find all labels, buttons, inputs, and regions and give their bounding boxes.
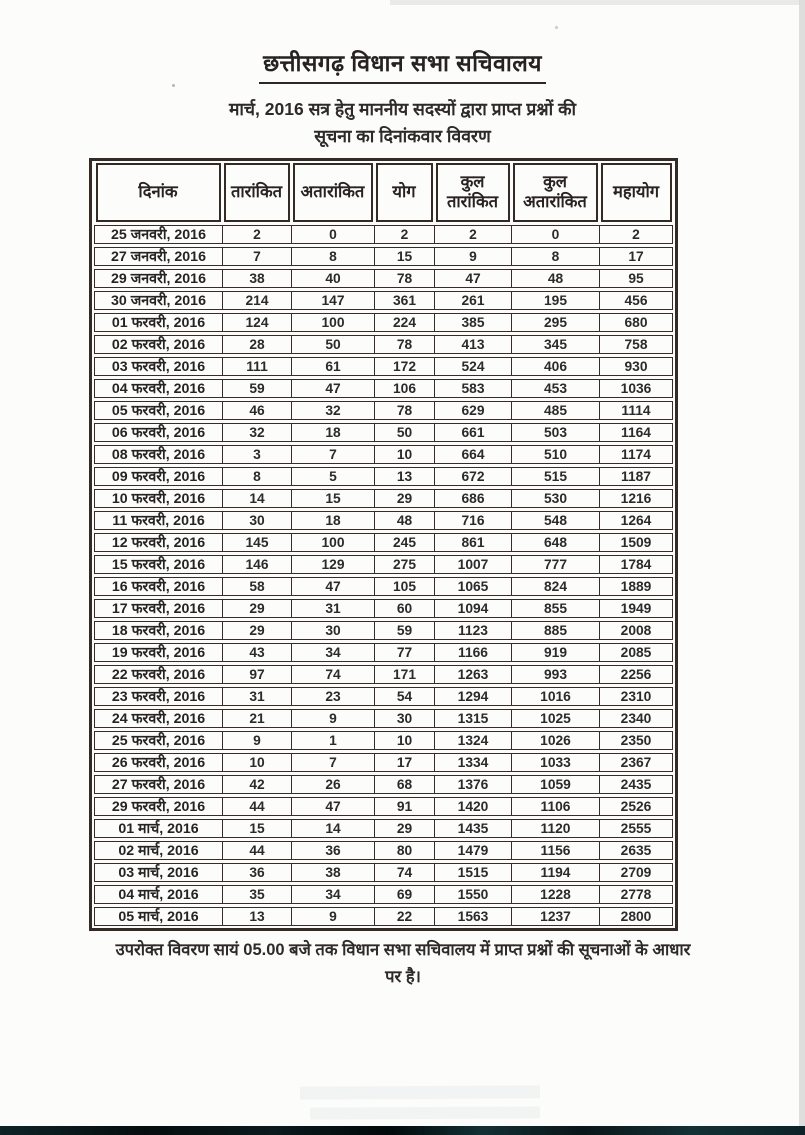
date-cell: 04 मार्च, 2016 xyxy=(95,886,223,904)
table-row xyxy=(94,445,673,465)
value-cell: 485 xyxy=(512,402,600,420)
value-cell: 524 xyxy=(435,358,512,376)
value-cell: 664 xyxy=(435,446,512,464)
value-cell: 503 xyxy=(512,424,600,442)
value-cell: 1007 xyxy=(435,556,512,574)
value-cell: 8 xyxy=(292,248,375,266)
questions-datewise-table xyxy=(89,158,678,931)
value-cell: 30 xyxy=(375,710,435,728)
value-cell: 2085 xyxy=(620,644,652,660)
table-row xyxy=(94,797,673,817)
value-cell: 69 xyxy=(375,886,435,904)
value-cell: 105 xyxy=(375,578,435,596)
value-cell: 50 xyxy=(375,424,435,442)
value-cell: 548 xyxy=(512,512,600,530)
value-cell: 59 xyxy=(375,622,435,640)
value-cell: 46 xyxy=(223,402,292,420)
table-row xyxy=(94,731,673,751)
value-cell: 77 xyxy=(375,644,435,662)
value-cell: 38 xyxy=(292,864,375,882)
value-cell: 2008 xyxy=(620,622,652,638)
value-cell: 21 xyxy=(223,710,292,728)
value-cell: 1315 xyxy=(435,710,512,728)
document-title: छत्तीसगढ़ विधान सभा सचिवालय xyxy=(259,46,546,84)
value-cell: 2367 xyxy=(620,754,652,770)
table-row xyxy=(94,687,673,707)
value-cell: 26 xyxy=(292,776,375,794)
value-cell: 583 xyxy=(435,380,512,398)
date-cell: 16 फरवरी, 2016 xyxy=(95,578,223,596)
date-cell: 08 फरवरी, 2016 xyxy=(95,446,223,464)
value-cell: 29 xyxy=(223,600,292,618)
table-row xyxy=(94,357,673,377)
value-cell: 47 xyxy=(292,578,375,596)
value-cell: 18 xyxy=(292,512,375,530)
value-cell: 7 xyxy=(292,446,375,464)
value-cell: 1114 xyxy=(621,402,651,418)
value-cell: 10 xyxy=(375,732,435,750)
table-row xyxy=(94,379,673,399)
date-cell: 03 मार्च, 2016 xyxy=(95,864,223,882)
value-cell: 36 xyxy=(292,842,375,860)
value-cell: 36 xyxy=(223,864,292,882)
value-cell: 58 xyxy=(223,578,292,596)
value-cell: 0 xyxy=(292,226,375,244)
column-header-4: कुल तारांकित xyxy=(436,163,510,222)
column-header-3: योग xyxy=(376,163,433,222)
value-cell: 3 xyxy=(223,446,292,464)
value-cell: 147 xyxy=(292,292,375,310)
value-cell: 245 xyxy=(375,534,435,552)
value-cell: 1123 xyxy=(435,622,512,640)
value-cell: 515 xyxy=(512,468,600,486)
table-row xyxy=(94,555,673,575)
date-cell: 23 फरवरी, 2016 xyxy=(95,688,223,706)
date-cell: 19 फरवरी, 2016 xyxy=(95,644,223,662)
value-cell: 91 xyxy=(375,798,435,816)
value-cell: 2435 xyxy=(620,776,652,792)
value-cell: 686 xyxy=(435,490,512,508)
value-cell: 129 xyxy=(292,556,375,574)
value-cell: 22 xyxy=(375,908,435,926)
value-cell: 61 xyxy=(292,358,375,376)
value-cell: 1515 xyxy=(435,864,512,882)
value-cell: 406 xyxy=(512,358,600,376)
table-row xyxy=(94,907,673,927)
value-cell: 661 xyxy=(435,424,512,442)
value-cell: 224 xyxy=(375,314,435,332)
page-bleedthrough-artifact xyxy=(310,1106,540,1119)
value-cell: 32 xyxy=(292,402,375,420)
table-row xyxy=(94,511,673,531)
value-cell: 23 xyxy=(292,688,375,706)
date-cell: 29 जनवरी, 2016 xyxy=(95,270,223,288)
value-cell: 15 xyxy=(223,820,292,838)
value-cell: 855 xyxy=(512,600,600,618)
value-cell: 1263 xyxy=(435,666,512,684)
value-cell: 777 xyxy=(512,556,600,574)
table-header-row xyxy=(94,163,673,222)
value-cell: 34 xyxy=(292,644,375,662)
value-cell: 2778 xyxy=(620,886,652,902)
table-row xyxy=(94,533,673,553)
table-row xyxy=(94,885,673,905)
value-cell: 629 xyxy=(435,402,512,420)
value-cell: 919 xyxy=(512,644,600,662)
date-cell: 02 फरवरी, 2016 xyxy=(95,336,223,354)
value-cell: 78 xyxy=(375,270,435,288)
value-cell: 930 xyxy=(624,358,648,374)
footnote-line-1: उपरोक्त विवरण सायं 05.00 बजे तक विधान सभा सचिवालय में प्राप्त प्रश्नों की सूचनाओं के आधार xyxy=(115,941,691,959)
value-cell: 171 xyxy=(375,666,435,684)
value-cell: 28 xyxy=(223,336,292,354)
value-cell: 29 xyxy=(375,490,435,508)
value-cell: 2350 xyxy=(620,732,652,748)
value-cell: 214 xyxy=(223,292,292,310)
value-cell: 1550 xyxy=(435,886,512,904)
value-cell: 648 xyxy=(512,534,600,552)
value-cell: 2 xyxy=(632,226,640,242)
value-cell: 1106 xyxy=(512,798,600,816)
value-cell: 14 xyxy=(223,490,292,508)
value-cell: 1026 xyxy=(512,732,600,750)
scan-speck xyxy=(555,26,558,29)
value-cell: 1156 xyxy=(512,842,600,860)
scan-right-edge-artifact xyxy=(799,0,805,1127)
value-cell: 1036 xyxy=(620,380,652,396)
value-cell: 74 xyxy=(375,864,435,882)
value-cell: 43 xyxy=(223,644,292,662)
value-cell: 345 xyxy=(512,336,600,354)
value-cell: 5 xyxy=(292,468,375,486)
value-cell: 47 xyxy=(292,380,375,398)
scan-speck xyxy=(172,84,175,87)
value-cell: 35 xyxy=(223,886,292,904)
table-row xyxy=(94,401,673,421)
value-cell: 9 xyxy=(223,732,292,750)
table-row xyxy=(94,577,673,597)
value-cell: 1294 xyxy=(435,688,512,706)
value-cell: 18 xyxy=(292,424,375,442)
value-cell: 34 xyxy=(292,886,375,904)
value-cell: 9 xyxy=(292,710,375,728)
value-cell: 680 xyxy=(624,314,648,330)
table-row xyxy=(94,709,673,729)
value-cell: 1479 xyxy=(435,842,512,860)
value-cell: 47 xyxy=(435,270,512,288)
value-cell: 1889 xyxy=(620,578,652,594)
value-cell: 2635 xyxy=(620,842,652,858)
value-cell: 2340 xyxy=(620,710,652,726)
value-cell: 74 xyxy=(292,666,375,684)
subtitle-line-1: मार्च, 2016 सत्र हेतु माननीय सदस्यों द्वारा प्राप्त प्रश्नों की xyxy=(228,99,577,119)
date-cell: 17 फरवरी, 2016 xyxy=(95,600,223,618)
date-cell: 30 जनवरी, 2016 xyxy=(95,292,223,310)
value-cell: 15 xyxy=(292,490,375,508)
value-cell: 32 xyxy=(223,424,292,442)
column-header-6: महायोग xyxy=(601,163,672,222)
value-cell: 68 xyxy=(375,776,435,794)
value-cell: 361 xyxy=(375,292,435,310)
value-cell: 758 xyxy=(624,336,648,352)
date-cell: 25 जनवरी, 2016 xyxy=(95,226,223,244)
value-cell: 17 xyxy=(375,754,435,772)
value-cell: 42 xyxy=(223,776,292,794)
value-cell: 95 xyxy=(628,270,644,286)
value-cell: 1435 xyxy=(435,820,512,838)
date-cell: 29 फरवरी, 2016 xyxy=(95,798,223,816)
value-cell: 14 xyxy=(292,820,375,838)
value-cell: 261 xyxy=(435,292,512,310)
value-cell: 60 xyxy=(375,600,435,618)
footnote-line-2: पर है। xyxy=(385,968,421,986)
value-cell: 9 xyxy=(292,908,375,926)
value-cell: 13 xyxy=(375,468,435,486)
table-row xyxy=(94,291,673,311)
table-row xyxy=(94,335,673,355)
table-row xyxy=(94,753,673,773)
value-cell: 1187 xyxy=(621,468,651,484)
page-bleedthrough-artifact xyxy=(300,1085,540,1099)
value-cell: 195 xyxy=(512,292,600,310)
value-cell: 146 xyxy=(223,556,292,574)
date-cell: 05 फरवरी, 2016 xyxy=(95,402,223,420)
column-header-2: अतारांकित xyxy=(293,163,373,222)
value-cell: 100 xyxy=(292,314,375,332)
value-cell: 2 xyxy=(375,226,435,244)
value-cell: 8 xyxy=(512,248,600,266)
value-cell: 2526 xyxy=(620,798,652,814)
value-cell: 1120 xyxy=(512,820,600,838)
date-cell: 04 फरवरी, 2016 xyxy=(95,380,223,398)
date-cell: 01 मार्च, 2016 xyxy=(95,820,223,838)
table-row xyxy=(94,313,673,333)
value-cell: 30 xyxy=(292,622,375,640)
table-row xyxy=(94,467,673,487)
date-cell: 24 फरवरी, 2016 xyxy=(95,710,223,728)
subtitle-line-2: सूचना का दिनांकवार विवरण xyxy=(314,126,491,146)
value-cell: 2555 xyxy=(620,820,652,836)
value-cell: 31 xyxy=(223,688,292,706)
value-cell: 9 xyxy=(435,248,512,266)
value-cell: 453 xyxy=(512,380,600,398)
date-cell: 18 फरवरी, 2016 xyxy=(95,622,223,640)
value-cell: 2 xyxy=(435,226,512,244)
value-cell: 48 xyxy=(375,512,435,530)
value-cell: 8 xyxy=(223,468,292,486)
value-cell: 275 xyxy=(375,556,435,574)
value-cell: 861 xyxy=(435,534,512,552)
value-cell: 1065 xyxy=(435,578,512,596)
date-cell: 09 फरवरी, 2016 xyxy=(95,468,223,486)
column-header-0: दिनांक xyxy=(96,163,221,222)
value-cell: 1509 xyxy=(620,534,652,550)
table-row xyxy=(94,225,673,245)
column-header-1: तारांकित xyxy=(224,163,290,222)
value-cell: 2800 xyxy=(620,908,652,924)
table-row xyxy=(94,269,673,289)
value-cell: 145 xyxy=(223,534,292,552)
table-row xyxy=(94,247,673,267)
date-cell: 11 फरवरी, 2016 xyxy=(95,512,223,530)
value-cell: 2709 xyxy=(620,864,652,880)
date-cell: 27 फरवरी, 2016 xyxy=(95,776,223,794)
value-cell: 1324 xyxy=(435,732,512,750)
value-cell: 44 xyxy=(223,842,292,860)
value-cell: 97 xyxy=(223,666,292,684)
value-cell: 530 xyxy=(512,490,600,508)
table-body xyxy=(94,225,673,927)
date-cell: 10 फरवरी, 2016 xyxy=(95,490,223,508)
value-cell: 124 xyxy=(223,314,292,332)
value-cell: 29 xyxy=(375,820,435,838)
value-cell: 13 xyxy=(223,908,292,926)
value-cell: 78 xyxy=(375,402,435,420)
value-cell: 1025 xyxy=(512,710,600,728)
value-cell: 1174 xyxy=(621,446,651,462)
document-subtitle xyxy=(0,96,805,150)
value-cell: 1237 xyxy=(512,908,600,926)
date-cell: 27 जनवरी, 2016 xyxy=(95,248,223,266)
value-cell: 29 xyxy=(223,622,292,640)
value-cell: 413 xyxy=(435,336,512,354)
value-cell: 106 xyxy=(375,380,435,398)
value-cell: 1784 xyxy=(620,556,652,572)
value-cell: 716 xyxy=(435,512,512,530)
value-cell: 1166 xyxy=(435,644,512,662)
value-cell: 7 xyxy=(292,754,375,772)
value-cell: 15 xyxy=(375,248,435,266)
value-cell: 38 xyxy=(223,270,292,288)
table-row xyxy=(94,665,673,685)
value-cell: 172 xyxy=(375,358,435,376)
table-row xyxy=(94,621,673,641)
date-cell: 03 फरवरी, 2016 xyxy=(95,358,223,376)
document-footnote xyxy=(88,937,718,991)
value-cell: 2310 xyxy=(620,688,652,704)
value-cell: 1563 xyxy=(435,908,512,926)
value-cell: 1033 xyxy=(512,754,600,772)
column-header-5: कुल अतारांकित xyxy=(513,163,598,222)
value-cell: 1059 xyxy=(512,776,600,794)
value-cell: 10 xyxy=(375,446,435,464)
table-row xyxy=(94,423,673,443)
value-cell: 100 xyxy=(292,534,375,552)
value-cell: 30 xyxy=(223,512,292,530)
date-cell: 22 फरवरी, 2016 xyxy=(95,666,223,684)
value-cell: 1420 xyxy=(435,798,512,816)
value-cell: 1194 xyxy=(512,864,600,882)
value-cell: 111 xyxy=(223,358,292,376)
scan-bottom-band-artifact xyxy=(0,1126,805,1135)
value-cell: 50 xyxy=(292,336,375,354)
value-cell: 1949 xyxy=(620,600,652,616)
value-cell: 295 xyxy=(512,314,600,332)
table-row xyxy=(94,863,673,883)
value-cell: 44 xyxy=(223,798,292,816)
table-row xyxy=(94,599,673,619)
value-cell: 48 xyxy=(512,270,600,288)
value-cell: 78 xyxy=(375,336,435,354)
value-cell: 80 xyxy=(375,842,435,860)
value-cell: 40 xyxy=(292,270,375,288)
value-cell: 1164 xyxy=(621,424,651,440)
value-cell: 59 xyxy=(223,380,292,398)
value-cell: 2256 xyxy=(620,666,652,682)
value-cell: 993 xyxy=(512,666,600,684)
value-cell: 1094 xyxy=(435,600,512,618)
value-cell: 47 xyxy=(292,798,375,816)
date-cell: 06 फरवरी, 2016 xyxy=(95,424,223,442)
value-cell: 1264 xyxy=(620,512,652,528)
value-cell: 1016 xyxy=(512,688,600,706)
table-row xyxy=(94,819,673,839)
value-cell: 1 xyxy=(292,732,375,750)
value-cell: 2 xyxy=(223,226,292,244)
value-cell: 10 xyxy=(223,754,292,772)
value-cell: 672 xyxy=(435,468,512,486)
value-cell: 456 xyxy=(624,292,648,308)
value-cell: 1376 xyxy=(435,776,512,794)
value-cell: 7 xyxy=(223,248,292,266)
scan-top-edge-artifact xyxy=(390,0,800,5)
date-cell: 05 मार्च, 2016 xyxy=(95,908,223,926)
value-cell: 17 xyxy=(628,248,644,264)
value-cell: 885 xyxy=(512,622,600,640)
value-cell: 510 xyxy=(512,446,600,464)
value-cell: 385 xyxy=(435,314,512,332)
table-row xyxy=(94,775,673,795)
value-cell: 0 xyxy=(512,226,600,244)
date-cell: 26 फरवरी, 2016 xyxy=(95,754,223,772)
date-cell: 01 फरवरी, 2016 xyxy=(95,314,223,332)
table-row xyxy=(94,643,673,663)
value-cell: 31 xyxy=(292,600,375,618)
value-cell: 1334 xyxy=(435,754,512,772)
value-cell: 54 xyxy=(375,688,435,706)
value-cell: 824 xyxy=(512,578,600,596)
date-cell: 15 फरवरी, 2016 xyxy=(95,556,223,574)
value-cell: 1228 xyxy=(512,886,600,904)
date-cell: 02 मार्च, 2016 xyxy=(95,842,223,860)
table-row xyxy=(94,489,673,509)
table-row xyxy=(94,841,673,861)
date-cell: 12 फरवरी, 2016 xyxy=(95,534,223,552)
date-cell: 25 फरवरी, 2016 xyxy=(95,732,223,750)
value-cell: 1216 xyxy=(620,490,652,506)
document-header xyxy=(0,46,805,84)
